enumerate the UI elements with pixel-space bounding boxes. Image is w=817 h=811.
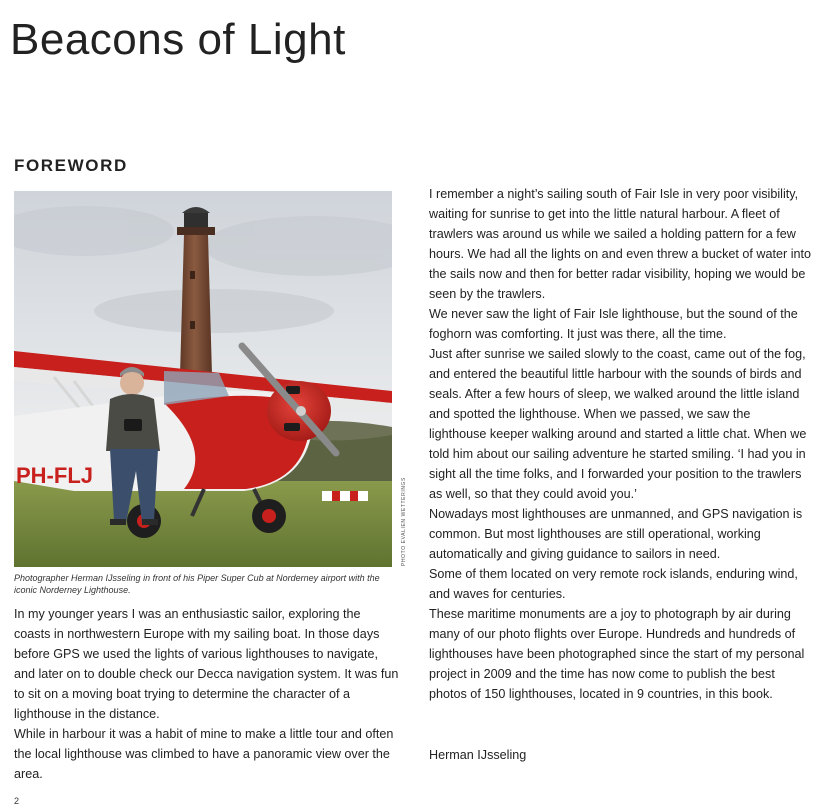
book-title: Beacons of Light <box>10 15 346 64</box>
paragraph: While in harbour it was a habit of mine to make a little tour and often the local lighthouse was climbed to have a panoramic view over the area. <box>14 727 394 781</box>
lighthouse-tower <box>177 207 215 375</box>
photo-lighthouse-plane <box>14 191 392 567</box>
paragraph: We never saw the light of Fair Isle lighthouse, but the sound of the foghorn was comforting. It just was there, all the time. <box>429 307 798 341</box>
paragraph: These maritime monuments are a joy to photograph by air during many of our photo flights over Europe. Hundreds and hundreds of lighthouses have been photographed since the start of my personal project in 2009 and the time has now come to publish the best photos of 150 lighthouses, located in 9 countries, in this book. <box>429 607 805 701</box>
paragraph: I remember a night’s sailing south of Fair Isle in very poor visibility, waiting for sunrise to get into the little natural harbour. A fleet of trawlers was around us while we sailed a holding pattern for a few hours. We had all the lights on and even threw a bucket of water into the sails now and then for better radar visibility, hoping we would be seen by the trawlers. <box>429 187 812 301</box>
foreword-left-column <box>14 604 400 784</box>
aircraft-registration: PH-FLJ <box>16 463 93 488</box>
runway-marker <box>322 491 368 501</box>
author-signature: Herman IJsseling <box>429 748 527 762</box>
photo-credit-text: PHOTO EVALIEN WETTERINGS <box>401 477 407 566</box>
photo-caption: Photographer Herman IJsseling in front of his Piper Super Cub at Norderney airport with the iconic Norderney Lighthouse. <box>14 573 380 595</box>
page-number: 2 <box>14 796 20 806</box>
paragraph: In my younger years I was an enthusiastic sailor, exploring the coasts in northwestern Europe with my sailing boat. In those days before GPS we used the lights of various lighthouses to navigate, and later on to double check our Decca navigation system. It was fun to sit on a moving boat trying to determine the character of a lighthouse in the distance. <box>14 607 399 721</box>
section-heading: FOREWORD <box>14 156 128 175</box>
paragraph: Just after sunrise we sailed slowly to the coast, came out of the fog, and entered the beautiful little harbour with the sounds of birds and seals. After a few hours of sleep, we walked around the little island and spotted the lighthouse. When we passed, we saw the lighthouse keeper walking around and started a little chat. When we told him about our sailing adventure he started smiling. ‘I had you in sight all the time folks, and I forwarded your position to the trawlers as well, so that they could avoid you.’ <box>429 347 807 501</box>
photo-credit <box>392 477 407 568</box>
paragraph: Nowadays most lighthouses are unmanned, and GPS navigation is common. But most lighthouses are still operational, working automatically and giving guidance to sailors in need. <box>429 507 803 561</box>
photo-illustration <box>14 191 392 567</box>
foreword-right-column <box>429 184 811 704</box>
paragraph: Some of them located on very remote rock islands, enduring wind, and waves for centuries. <box>429 567 798 601</box>
